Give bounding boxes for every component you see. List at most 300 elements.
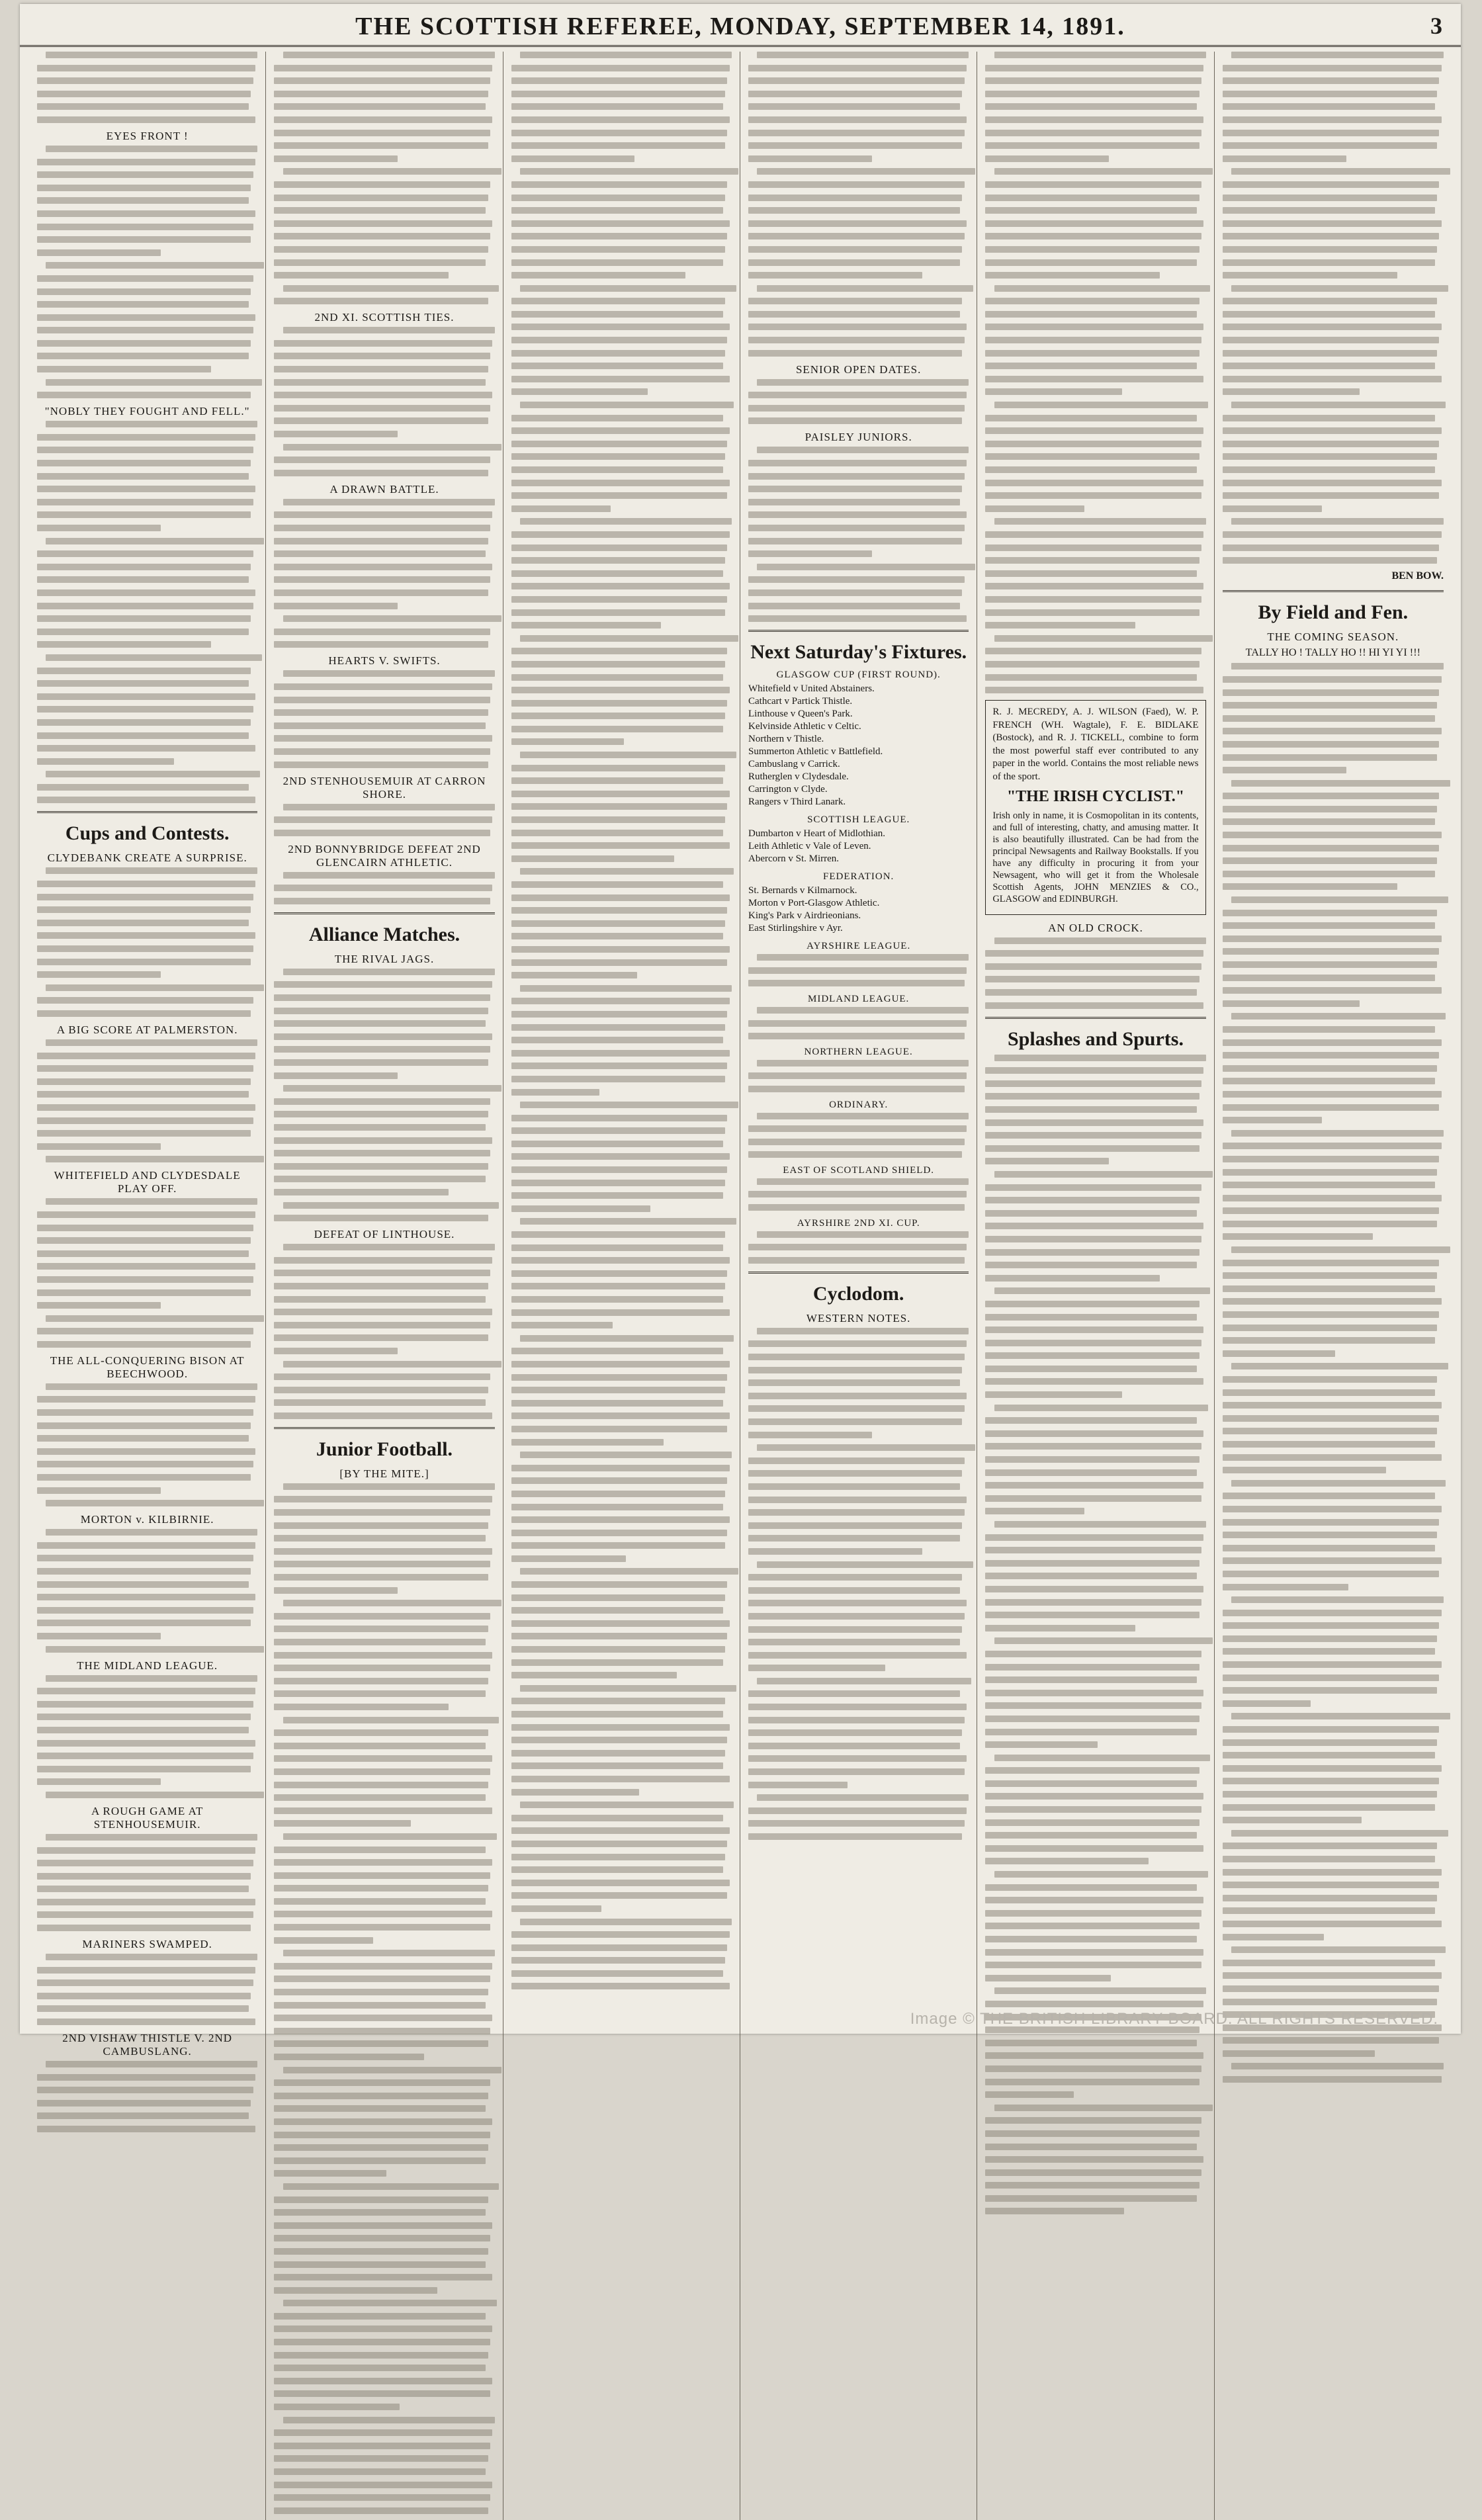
text-line: [274, 1963, 492, 1970]
text-block: [748, 1113, 969, 1158]
text-line: [274, 298, 488, 304]
text-line: [985, 505, 1084, 512]
text-line: [1223, 1661, 1442, 1668]
text-line: [1223, 233, 1440, 239]
text-line: [274, 1755, 492, 1762]
text-line: [1223, 1584, 1349, 1590]
section-title: Splashes and Spurts.: [1008, 1027, 1184, 1050]
text-line: [274, 1768, 490, 1775]
text-line: [985, 1482, 1203, 1489]
text-line: [37, 185, 251, 191]
text-line: [757, 1113, 969, 1119]
section-heading: MARINERS SWAMPED.: [82, 1938, 212, 1951]
text-line: [37, 1873, 251, 1880]
text-line: [511, 881, 723, 888]
fixture-entries: Whitefield v United Abstainers. Cathcart v Partick Thistle. Linthouse v Queen's Park. Kelvinside Athletic v Celtic. Northern v Thistle. Summerton Athletic v Battlefield. Cambuslang v Carrick. Rutherglen v Clydesdale. Carrington v Clyde. Rangers v Third Lanark.: [748, 683, 883, 808]
text-line: [748, 77, 965, 84]
text-line: [748, 1432, 872, 1438]
text-line: [511, 674, 723, 681]
text-line: [985, 1676, 1197, 1683]
text-line: [511, 505, 611, 512]
text-line: [511, 1011, 728, 1018]
text-line: [1231, 518, 1444, 525]
text-line: [511, 1516, 730, 1523]
text-line: [37, 236, 251, 243]
section-heading: PAISLEY JUNIORS.: [805, 431, 912, 444]
text-line: [985, 1573, 1197, 1579]
text-line: [985, 1080, 1201, 1087]
text-line: [511, 1257, 730, 1264]
text-line: [37, 971, 161, 978]
text-line: [46, 771, 259, 777]
text-line: [1223, 1467, 1386, 1473]
section-heading: THE COMING SEASON.: [1267, 630, 1399, 643]
text-line: [748, 195, 962, 201]
text-line: [283, 615, 501, 622]
text-line: [511, 195, 725, 201]
text-line: [511, 1892, 728, 1899]
text-line: [274, 379, 486, 386]
text-line: [511, 1309, 730, 1316]
text-line: [1223, 857, 1437, 864]
text-line: [1223, 1882, 1440, 1888]
text-line: [283, 804, 495, 810]
text-line: [985, 311, 1197, 318]
text-line: [274, 116, 492, 123]
text-line: [985, 1210, 1197, 1217]
text-line: [511, 842, 730, 849]
text-line: [511, 103, 723, 110]
text-line: [46, 2061, 257, 2067]
text-line: [274, 1033, 492, 1040]
text-line: [985, 1819, 1199, 1826]
section-heading: 2ND BONNYBRIDGE DEFEAT 2ND GLENCAIRN ATHLETIC.: [288, 842, 481, 869]
text-line: [1223, 91, 1437, 97]
text-line: [37, 1740, 255, 1747]
text-line: [511, 1581, 728, 1588]
text-line: [994, 52, 1206, 58]
text-line: [748, 1379, 960, 1386]
text-line: [1223, 1117, 1322, 1123]
text-line: [274, 1020, 486, 1027]
text-line: [748, 550, 872, 557]
text-line: [37, 1461, 253, 1467]
text-line: [748, 1652, 967, 1659]
text-line: [511, 91, 725, 97]
text-line: [37, 2112, 249, 2119]
text-line: [985, 480, 1203, 486]
text-line: [748, 1354, 965, 1360]
text-line: [1223, 961, 1437, 968]
text-line: [748, 246, 962, 253]
text-line: [274, 2339, 490, 2345]
text-line: [748, 1755, 967, 1762]
text-line: [985, 155, 1109, 162]
text-block: [37, 1529, 257, 1652]
text-line: [985, 1547, 1201, 1553]
text-line: [985, 65, 1203, 71]
section-title: Alliance Matches.: [308, 923, 460, 945]
text-line: [1223, 1169, 1437, 1176]
text-line: [274, 405, 490, 412]
text-line: [985, 1936, 1197, 1942]
text-line: [511, 1841, 728, 1847]
text-block: [274, 1244, 494, 1419]
text-line: [283, 1833, 497, 1840]
text-line: [511, 233, 728, 239]
text-line: [1223, 1298, 1442, 1305]
text-line: [985, 1690, 1203, 1696]
text-line: [985, 596, 1201, 603]
text-line: [985, 1197, 1199, 1203]
text-line: [274, 2325, 492, 2332]
text-line: [985, 1560, 1199, 1567]
text-line: [274, 2157, 486, 2164]
text-line: [37, 1289, 251, 1296]
text-line: [1223, 1817, 1362, 1823]
text-line: [37, 1860, 253, 1866]
text-line: [748, 589, 962, 596]
text-line: [274, 2248, 488, 2255]
text-line: [37, 1010, 251, 1017]
text-line: [985, 1249, 1199, 1256]
text-line: [985, 2208, 1124, 2214]
text-line: [511, 116, 730, 123]
text-line: [1223, 220, 1442, 227]
text-line: [748, 65, 967, 71]
text-line: [37, 1448, 255, 1455]
text-line: [985, 2156, 1203, 2163]
text-line: [274, 697, 490, 703]
text-line: [985, 570, 1197, 577]
text-line: [274, 65, 492, 71]
text-line: [37, 1225, 253, 1231]
text-line: [511, 1244, 723, 1251]
text-line: [985, 324, 1203, 330]
text-line: [757, 52, 969, 58]
text-line: [985, 2052, 1203, 2059]
text-line: [274, 576, 490, 583]
text-line: [1223, 1272, 1437, 1279]
text-line: [1231, 1596, 1444, 1603]
text-block: [37, 1954, 257, 2025]
text-line: [511, 1439, 664, 1446]
text-line: [274, 1847, 486, 1853]
text-line: [1223, 1752, 1435, 1759]
text-line: [1223, 116, 1442, 123]
text-line: [985, 376, 1203, 382]
text-line: [520, 752, 736, 758]
text-block: [37, 1834, 257, 1931]
text-line: [37, 1263, 255, 1270]
text-line: [37, 997, 253, 1004]
text-line: [1223, 910, 1437, 916]
text-line: [1223, 1104, 1440, 1111]
text-line: [274, 392, 492, 398]
text-line: [985, 1923, 1199, 1929]
text-line: [1223, 1934, 1325, 1940]
fixture-entries: Dumbarton v Heart of Midlothian. Leith Athletic v Vale of Leven. Abercorn v St. Mirren.: [748, 828, 886, 865]
text-line: [748, 460, 967, 466]
text-line: [985, 1884, 1197, 1891]
text-line: [274, 91, 488, 97]
text-line: [1223, 103, 1435, 110]
text-line: [511, 1166, 728, 1173]
text-line: [46, 1834, 257, 1841]
text-line: [274, 589, 488, 596]
text-line: [985, 1236, 1201, 1242]
text-line: [1223, 1921, 1442, 1927]
fixture-heading: AYRSHIRE LEAGUE.: [806, 941, 911, 952]
text-line: [757, 168, 975, 175]
text-line: [757, 447, 969, 453]
text-line: [985, 2169, 1201, 2176]
text-line: [511, 830, 723, 836]
text-line: [1223, 1026, 1435, 1033]
text-line: [985, 1612, 1199, 1618]
text-line: [748, 103, 960, 110]
section-title: Cyclodom.: [812, 1282, 904, 1305]
text-line: [46, 1792, 264, 1798]
text-line: [520, 1802, 734, 1808]
text-line: [985, 298, 1199, 304]
text-line: [274, 2054, 424, 2060]
text-line: [1223, 155, 1346, 162]
tally-ho: TALLY HO ! TALLY HO !! HI YI YI !!!: [1245, 646, 1420, 658]
text-block: [985, 1055, 1205, 2215]
text-line: [37, 1250, 249, 1257]
text-line: [748, 1743, 960, 1749]
fixture-list: [748, 669, 969, 1264]
text-line: [511, 1750, 725, 1757]
text-line: [46, 984, 264, 991]
text-line: [1223, 1532, 1437, 1538]
text-line: [994, 1055, 1206, 1061]
text-line: [274, 1373, 490, 1380]
text-line: [994, 1287, 1211, 1294]
text-line: [748, 142, 962, 149]
text-line: [37, 629, 249, 635]
text-line: [985, 1340, 1201, 1346]
text-block: [37, 146, 257, 398]
text-line: [748, 181, 965, 188]
text-line: [37, 693, 255, 700]
text-line: [274, 629, 490, 635]
text-line: [1223, 388, 1360, 395]
text-line: [283, 1085, 501, 1092]
text-line: [1231, 285, 1448, 292]
section-heading: A BIG SCORE AT PALMERSTON.: [56, 1023, 238, 1036]
text-line: [520, 518, 732, 525]
text-line: [274, 1729, 488, 1736]
text-line: [511, 480, 730, 486]
text-line: [511, 1127, 725, 1134]
text-line: [748, 1204, 965, 1211]
text-line: [274, 1937, 373, 1944]
text-line: [274, 550, 486, 557]
text-line: [37, 434, 255, 441]
text-line: [37, 1396, 255, 1403]
text-line: [274, 1412, 492, 1419]
text-line: [748, 1191, 967, 1197]
text-line: [1223, 871, 1435, 877]
text-line: [1223, 1195, 1442, 1201]
text-line: [1223, 1985, 1440, 1992]
text-line: [37, 576, 249, 583]
text-line: [748, 1483, 960, 1490]
text-line: [1223, 272, 1397, 279]
text-line: [985, 1417, 1197, 1424]
text-line: [283, 1483, 495, 1490]
text-block: [274, 327, 494, 476]
text-line: [37, 249, 161, 256]
text-line: [274, 353, 490, 359]
text-line: [511, 855, 675, 862]
text-line: [1223, 1907, 1435, 1914]
text-line: [1223, 505, 1322, 512]
text-line: [37, 564, 251, 570]
text-line: [511, 1854, 725, 1860]
text-line: [511, 1426, 728, 1432]
text-line: [274, 2015, 492, 2021]
text-line: [274, 130, 490, 136]
text-line: [283, 2067, 501, 2073]
ad-title: "THE IRISH CYCLIST.": [1006, 787, 1185, 805]
text-line: [748, 91, 962, 97]
text-line: [1223, 1454, 1442, 1461]
text-line: [748, 1729, 962, 1736]
text-line: [274, 1387, 488, 1393]
text-line: [274, 2507, 488, 2514]
section-heading: WHITEFIELD AND CLYDESDALE PLAY OFF.: [54, 1169, 241, 1195]
text-line: [748, 272, 922, 279]
text-line: [1223, 492, 1440, 499]
text-line: [274, 1296, 486, 1303]
text-line: [748, 350, 962, 357]
divider: [274, 912, 494, 914]
text-block: [748, 379, 969, 425]
text-block: [748, 1328, 969, 1840]
text-line: [511, 1633, 728, 1639]
text-line: [1223, 1389, 1435, 1396]
text-line: [274, 1665, 490, 1671]
text-line: [274, 603, 398, 609]
column-3: [503, 52, 740, 2520]
text-line: [757, 1231, 969, 1238]
section-heading: CLYDEBANK CREATE A SURPRISE.: [47, 851, 247, 865]
text-line: [985, 77, 1201, 84]
text-line: [283, 2183, 500, 2190]
advertisement: [985, 700, 1205, 915]
text-line: [511, 1724, 730, 1731]
text-line: [748, 1257, 965, 1264]
text-line: [511, 1283, 725, 1289]
text-line: [283, 444, 501, 451]
text-line: [37, 1328, 253, 1334]
text-line: [511, 1115, 728, 1121]
text-line: [757, 1561, 973, 1568]
text-line: [748, 130, 965, 136]
column-2: [266, 52, 503, 2520]
text-line: [37, 732, 249, 739]
text-line: [748, 1509, 965, 1516]
text-line: [1223, 818, 1435, 825]
text-line: [511, 337, 728, 343]
text-line: [994, 1637, 1213, 1644]
text-line: [46, 1954, 257, 1960]
text-line: [274, 456, 490, 463]
text-line: [511, 1827, 730, 1834]
text-line: [985, 1326, 1203, 1333]
text-line: [757, 1007, 969, 1014]
text-line: [274, 1098, 490, 1105]
text-line: [511, 1659, 723, 1666]
text-line: [985, 415, 1197, 421]
text-line: [748, 405, 965, 412]
text-line: [1223, 1999, 1437, 2005]
text-line: [1223, 1700, 1311, 1707]
text-line: [520, 1335, 734, 1342]
text-block: [274, 1483, 494, 2514]
section-heading: WESTERN NOTES.: [806, 1311, 911, 1325]
text-line: [985, 661, 1199, 668]
text-line: [985, 1145, 1199, 1152]
text-line: [511, 1866, 723, 1873]
text-line: [274, 1639, 486, 1645]
text-line: [511, 648, 728, 654]
text-line: [274, 1283, 488, 1289]
text-line: [274, 1509, 490, 1516]
text-line: [985, 453, 1199, 460]
text-line: [1223, 1506, 1442, 1512]
text-line: [274, 1989, 488, 1995]
text-line: [985, 2182, 1199, 2189]
divider: [985, 1017, 1205, 1019]
text-line: [511, 1153, 730, 1160]
text-line: [46, 1156, 264, 1162]
divider: [1223, 590, 1444, 592]
text-line: [748, 603, 960, 609]
text-line: [37, 1487, 161, 1494]
text-line: [37, 499, 253, 505]
text-line: [46, 1646, 264, 1653]
text-line: [511, 363, 723, 369]
text-line: [274, 1794, 486, 1801]
text-line: [274, 1872, 490, 1879]
text-line: [1223, 1221, 1437, 1227]
text-line: [46, 262, 264, 269]
text-line: [274, 1678, 488, 1684]
text-line: [511, 1815, 723, 1821]
text-line: [511, 933, 723, 939]
text-line: [37, 1555, 253, 1561]
text-line: [511, 1024, 725, 1031]
text-line: [1223, 181, 1440, 188]
text-line: [37, 745, 255, 752]
text-line: [1223, 350, 1437, 357]
text-line: [37, 906, 251, 913]
text-line: [511, 622, 662, 629]
text-line: [511, 130, 728, 136]
text-line: [283, 1244, 495, 1250]
text-line: [985, 1301, 1199, 1307]
text-line: [274, 2028, 490, 2034]
text-line: [274, 1859, 492, 1866]
text-line: [985, 363, 1197, 369]
text-line: [985, 1495, 1201, 1502]
text-line: [985, 1002, 1203, 1009]
text-line: [748, 233, 965, 239]
